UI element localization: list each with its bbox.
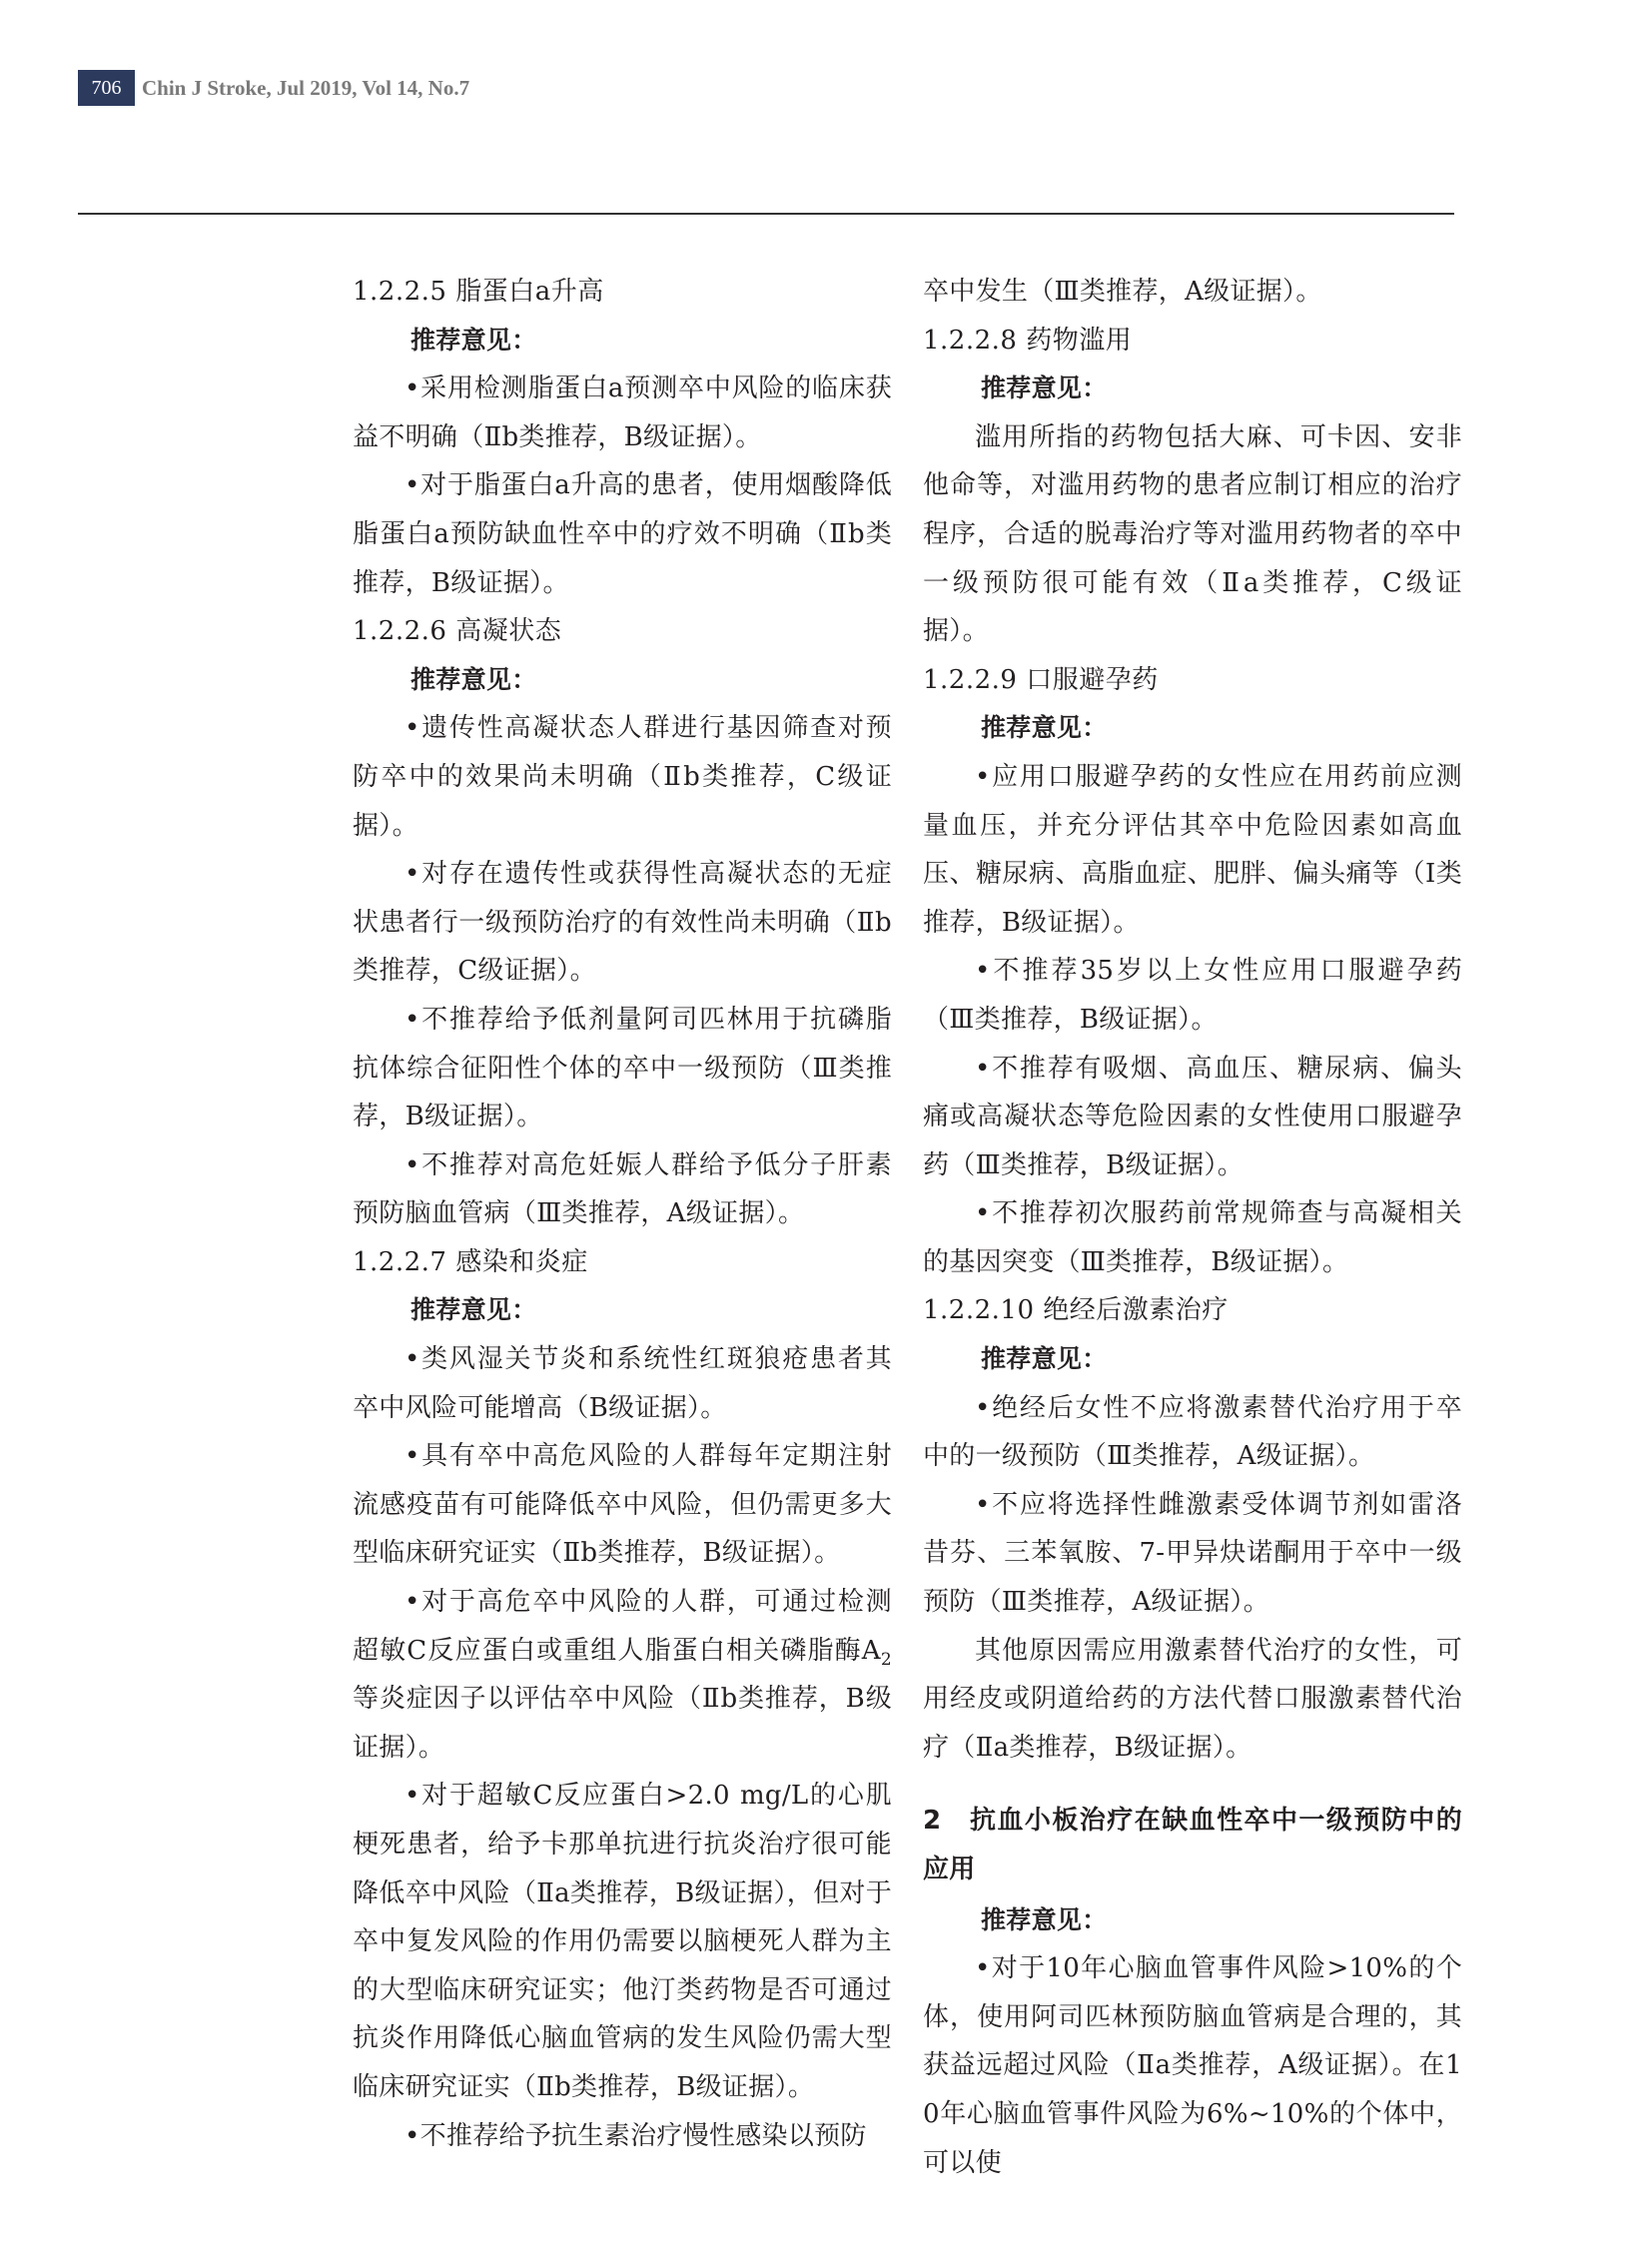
subscript: 2 xyxy=(880,1649,892,1670)
journal-citation: Chin J Stroke, Jul 2019, Vol 14, No.7 xyxy=(142,76,470,100)
right-column xyxy=(923,268,1462,2187)
paragraph: •不推荐给予抗生素治疗慢性感染以预防 xyxy=(405,2120,867,2151)
paragraph: •具有卒中高危风险的人群每年定期注射流感疫苗有可能降低卒中风险，但仍需更多大型临床研究证实（Ⅱb类推荐，B级证据）。 xyxy=(353,1441,892,1569)
recommendation-label: 推荐意见： xyxy=(981,1344,1108,1374)
paragraph-part: 等炎症因子以评估卒中风险（Ⅱb类推荐，B级证据）。 xyxy=(353,1684,892,1763)
paragraph: •对于脂蛋白a升高的患者，使用烟酸降低脂蛋白a预防缺血性卒中的疗效不明确（Ⅱb类推荐，B级证据）。 xyxy=(353,470,892,598)
subsection-heading: 1.2.2.6 高凝状态 xyxy=(353,616,562,647)
paragraph: 滥用所指的药物包括大麻、可卡因、安非他命等，对滥用药物的患者应制订相应的治疗程序，合适的脱毒治疗等对滥用药物者的卒中一级预防很可能有效（Ⅱa类推荐，C级证据）。 xyxy=(923,421,1462,647)
paragraph xyxy=(353,1578,892,1772)
recommendation-label: 推荐意见： xyxy=(411,664,537,694)
subsection-heading: 1.2.2.9 口服避孕药 xyxy=(923,664,1159,695)
recommendation-label: 推荐意见： xyxy=(981,713,1108,743)
subsection-heading: 1.2.2.7 感染和炎症 xyxy=(353,1246,588,1277)
page-number: 706 xyxy=(78,70,135,106)
paragraph: •绝经后女性不应将激素替代治疗用于卒中的一级预防（Ⅲ类推荐，A级证据）。 xyxy=(923,1392,1462,1472)
paragraph: •不推荐初次服药前常规筛查与高凝相关的基因突变（Ⅲ类推荐，B级证据）。 xyxy=(923,1198,1462,1277)
paragraph: •遗传性高凝状态人群进行基因筛查对预防卒中的效果尚未明确（Ⅱb类推荐，C级证据）。 xyxy=(353,713,892,841)
paragraph: •不推荐对高危妊娠人群给予低分子肝素预防脑血管病（Ⅲ类推荐，A级证据）。 xyxy=(353,1149,892,1229)
paragraph: •不应将选择性雌激素受体调节剂如雷洛昔芬、三苯氧胺、7-甲异炔诺酮用于卒中一级预防（Ⅲ类推荐，A级证据）。 xyxy=(923,1489,1462,1618)
paragraph: •不推荐有吸烟、高血压、糖尿病、偏头痛或高凝状态等危险因素的女性使用口服避孕药（Ⅲ类推荐，B级证据）。 xyxy=(923,1053,1462,1180)
paragraph-part: •对于高危卒中风险的人群，可通过检测超敏C反应蛋白或重组人脂蛋白相关磷脂酶A xyxy=(353,1587,892,1666)
paragraph-continued: 卒中发生（Ⅲ类推荐，A级证据）。 xyxy=(923,277,1322,307)
header-rule xyxy=(78,213,1454,215)
paragraph: •类风湿关节炎和系统性红斑狼疮患者其卒中风险可能增高（B级证据）。 xyxy=(353,1344,892,1423)
paragraph: •不推荐35岁以上女性应用口服避孕药（Ⅲ类推荐，B级证据）。 xyxy=(923,956,1462,1035)
paragraph: •采用检测脂蛋白a预测卒中风险的临床获益不明确（Ⅱb类推荐，B级证据）。 xyxy=(353,374,892,452)
left-column xyxy=(353,268,892,2160)
subsection-heading: 1.2.2.5 脂蛋白a升高 xyxy=(353,277,604,307)
paragraph: •不推荐给予低剂量阿司匹林用于抗磷脂抗体综合征阳性个体的卒中一级预防（Ⅲ类推荐，B级证据）。 xyxy=(353,1004,892,1132)
recommendation-label: 推荐意见： xyxy=(411,1295,537,1325)
recommendation-label: 推荐意见： xyxy=(411,325,537,355)
paragraph: •对存在遗传性或获得性高凝状态的无症状患者行一级预防治疗的有效性尚未明确（Ⅱb类推荐，C级证据）。 xyxy=(353,859,892,987)
section-heading: 2 抗血小板治疗在缺血性卒中一级预防中的应用 xyxy=(923,1806,1462,1884)
paragraph: •应用口服避孕药的女性应在用药前应测量血压，并充分评估其卒中危险因素如高血压、糖尿病、高脂血症、肥胖、偏头痛等（Ⅰ类推荐，B级证据）。 xyxy=(923,761,1462,938)
paragraph: •对于超敏C反应蛋白>2.0 mg/L的心肌梗死患者，给予卡那单抗进行抗炎治疗很可能降低卒中风险（Ⅱa类推荐，B级证据），但对于卒中复发风险的作用仍需要以脑梗死人群为主的大型临床研究证实；他汀类药物是否可通过抗炎作用降低心脑血管病的发生风险仍需大型临床研究证实（Ⅱb类推荐，B级证据）。 xyxy=(353,1781,892,2102)
paragraph: •对于10年心脑血管事件风险>10%的个体，使用阿司匹林预防脑血管病是合理的，其获益远超过风险（Ⅱa类推荐，A级证据）。在10年心脑血管事件风险为6%~10%的个体中，可以使 xyxy=(923,1953,1462,2178)
subsection-heading: 1.2.2.8 药物滥用 xyxy=(923,325,1133,356)
running-header xyxy=(0,0,1652,130)
recommendation-label: 推荐意见： xyxy=(981,1904,1108,1934)
paragraph: 其他原因需应用激素替代治疗的女性，可用经皮或阴道给药的方法代替口服激素替代治疗（Ⅱa类推荐，B级证据）。 xyxy=(923,1635,1462,1763)
subsection-heading: 1.2.2.10 绝经后激素治疗 xyxy=(923,1295,1229,1326)
recommendation-label: 推荐意见： xyxy=(981,374,1108,403)
